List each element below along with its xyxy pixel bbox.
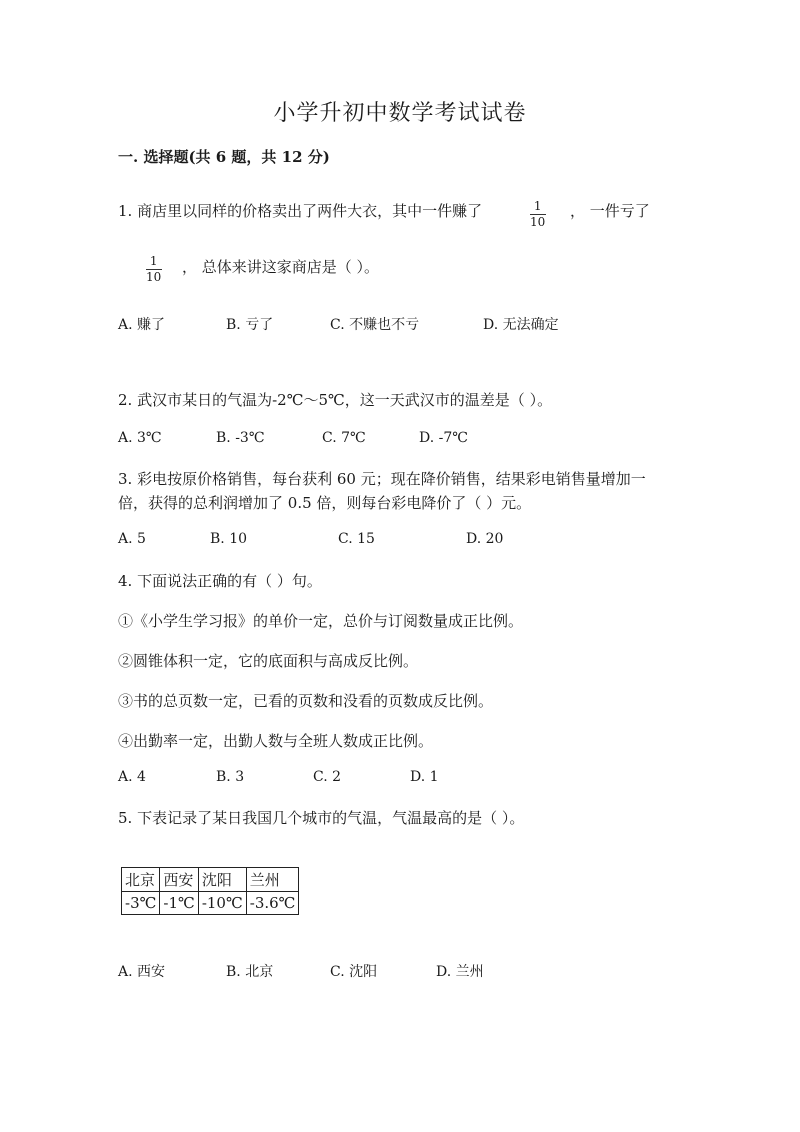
table-cell: 北京	[122, 868, 160, 892]
question-1-text-b: ， 一件亏了	[570, 202, 650, 220]
table-cell: -10℃	[198, 892, 246, 915]
table-cell: -3℃	[122, 892, 160, 915]
q1-option-c[interactable]: C. 不赚也不亏	[330, 317, 420, 333]
section-heading: 一. 选择题(共 6 题，共 12 分)	[118, 148, 330, 166]
question-3-line-1: 3. 彩电按原价格销售，每台获利 60 元；现在降价销售，结果彩电销售量增加一	[118, 470, 646, 488]
q1-option-d[interactable]: D. 无法确定	[483, 317, 559, 333]
q2-option-c[interactable]: C. 7℃	[322, 430, 366, 446]
fraction-denominator: 10	[530, 215, 546, 230]
q5-option-c[interactable]: C. 沈阳	[330, 964, 378, 980]
table-cell: -3.6℃	[246, 892, 299, 915]
q3-option-b[interactable]: B. 10	[210, 531, 248, 547]
city-temperature-table	[121, 867, 299, 915]
page-title: 小学升初中数学考试试卷	[273, 101, 527, 126]
q4-option-c[interactable]: C. 2	[313, 769, 342, 785]
question-1-fraction-2	[144, 250, 163, 284]
question-1-text-a: 1. 商店里以同样的价格卖出了两件大衣，其中一件赚了	[118, 202, 483, 220]
question-3-line-2: 倍，获得的总利润增加了 0.5 倍，则每台彩电降价了（ ）元。	[118, 494, 532, 512]
q4-option-d[interactable]: D. 1	[410, 769, 439, 785]
question-4-statement-4: ④出勤率一定，出勤人数与全班人数成正比例。	[118, 732, 434, 750]
table-cell: 沈阳	[198, 868, 246, 892]
question-4-statement-2: ②圆锥体积一定，它的底面积与高成反比例。	[118, 652, 419, 670]
table-cell: -1℃	[160, 892, 198, 915]
q5-option-a[interactable]: A. 西安	[118, 964, 166, 980]
table-row	[122, 892, 299, 915]
q4-option-b[interactable]: B. 3	[216, 769, 245, 785]
fraction-numerator: 1	[533, 199, 542, 213]
q2-option-d[interactable]: D. -7℃	[419, 430, 468, 446]
q4-option-a[interactable]: A. 4	[118, 769, 146, 785]
question-4-statement-1: ①《小学生学习报》的单价一定，总价与订阅数量成正比例。	[118, 612, 524, 630]
q3-option-d[interactable]: D. 20	[466, 531, 504, 547]
q3-option-c[interactable]: C. 15	[338, 531, 375, 547]
question-4-text: 4. 下面说法正确的有（ ）句。	[118, 572, 322, 590]
q5-option-d[interactable]: D. 兰州	[436, 964, 484, 980]
table-cell: 西安	[160, 868, 198, 892]
question-4-statement-3: ③书的总页数一定，已看的页数和没看的页数成反比例。	[118, 692, 494, 710]
fraction-numerator: 1	[149, 254, 158, 268]
q2-option-a[interactable]: A. 3℃	[118, 430, 162, 446]
fraction-denominator: 10	[146, 270, 162, 285]
q2-option-b[interactable]: B. -3℃	[216, 430, 265, 446]
question-5-text: 5. 下表记录了某日我国几个城市的气温，气温最高的是（ ）。	[118, 809, 525, 827]
q3-option-a[interactable]: A. 5	[118, 531, 146, 547]
question-1-fraction-1	[528, 195, 547, 229]
q5-option-b[interactable]: B. 北京	[226, 964, 274, 980]
q1-option-b[interactable]: B. 亏了	[226, 317, 274, 333]
q1-option-a[interactable]: A. 赚了	[118, 317, 166, 333]
table-cell: 兰州	[246, 868, 299, 892]
question-2-text: 2. 武汉市某日的气温为-2℃～5℃，这一天武汉市的温差是（ ）。	[118, 391, 553, 409]
table-row	[122, 868, 299, 892]
question-1-text-c: ， 总体来讲这家商店是（ ）。	[182, 258, 380, 276]
